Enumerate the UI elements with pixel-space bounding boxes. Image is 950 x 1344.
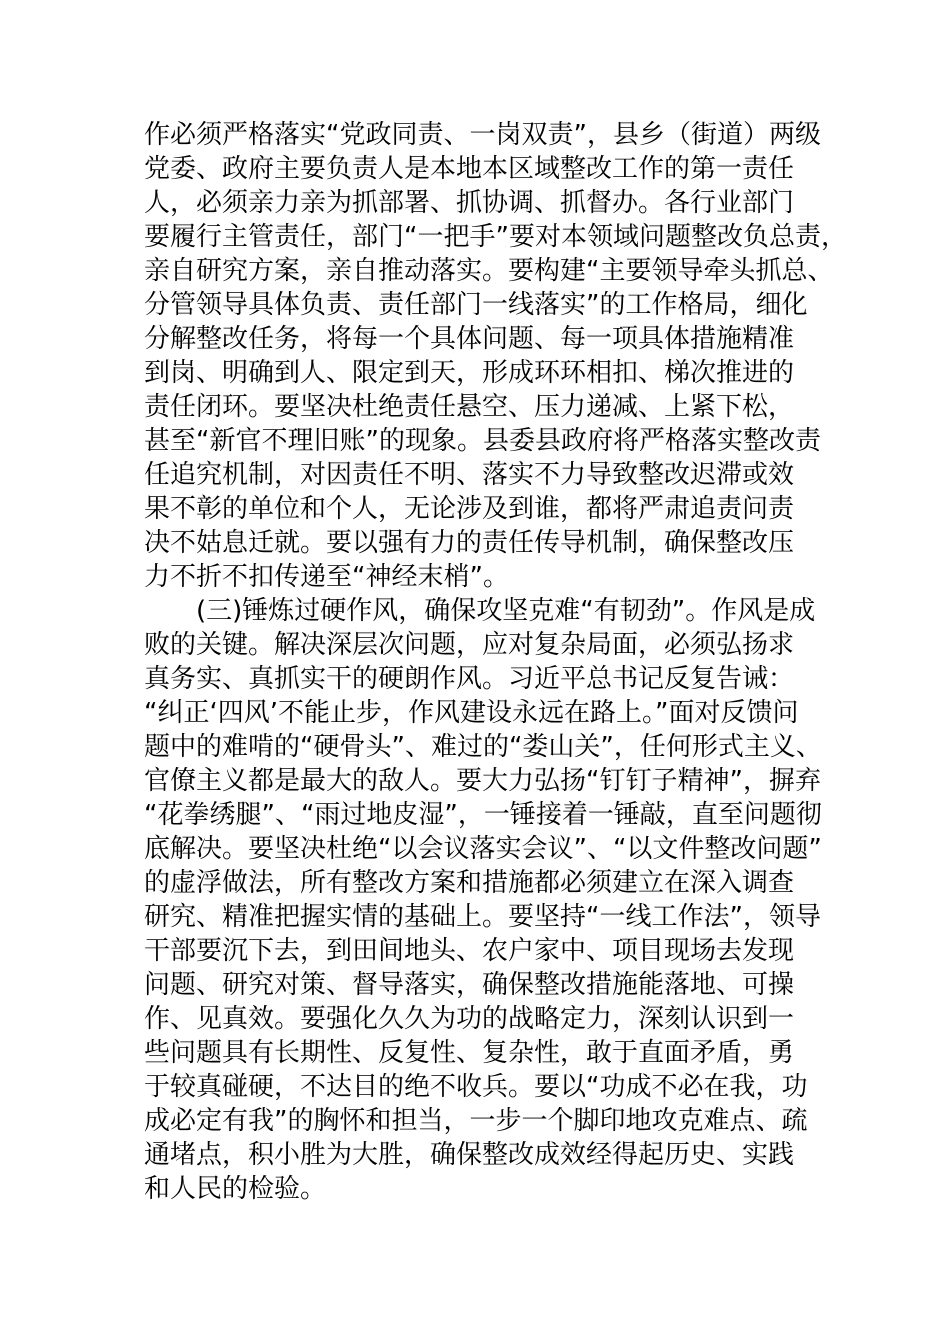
text-line: 干部要沉下去，到田间地头、农户家中、项目现场去发现 (144, 936, 795, 966)
text-line: 问题、研究对策、督导落实，确保整改措施能落地、可操 (144, 970, 795, 1000)
text-line: 败的关键。解决深层次问题，应对复杂局面，必须弘扬求 (144, 630, 795, 660)
text-line: 研究、精准把握实情的基础上。要坚持“一线工作法”，领导 (144, 902, 821, 932)
text-line: 甚至“新官不理旧账”的现象。县委县政府将严格落实整改责 (144, 426, 821, 456)
text-line: 些问题具有长期性、反复性、复杂性，敢于直面矛盾，勇 (144, 1038, 795, 1068)
section-heading-line: (三)锤炼过硬作风，确保攻坚克难“有韧劲”。作风是成 (196, 596, 816, 626)
text-line: 到岗、明确到人、限定到天，形成环环相扣、梯次推进的 (144, 358, 795, 388)
text-line: 分解整改任务，将每一个具体问题、每一项具体措施精准 (144, 324, 795, 354)
text-line: 题中的难啃的“硬骨头”、难过的“娄山关”，任何形式主义、 (144, 732, 822, 762)
text-line: 底解决。要坚决杜绝“以会议落实会议”、“以文件整改问题” (144, 834, 822, 864)
text-line: 官僚主义都是最大的敌人。要大力弘扬“钉钉子精神”，摒弃 (144, 766, 821, 796)
text-line: 成必定有我”的胸怀和担当，一步一个脚印地攻克难点、疏 (144, 1106, 808, 1136)
text-line: 分管领导具体负责、责任部门一线落实”的工作格局，细化 (144, 290, 808, 320)
text-line: 要履行主管责任，部门“一把手”要对本领域问题整改负总责， (144, 222, 847, 252)
text-line: 党委、政府主要负责人是本地本区域整改工作的第一责任 (144, 154, 795, 184)
text-line: 的虚浮做法，所有整改方案和措施都必须建立在深入调查 (144, 868, 795, 898)
text-line: 亲自研究方案，亲自推动落实。要构建“主要领导牵头抓总、 (144, 256, 834, 286)
text-line: 果不彰的单位和个人，无论涉及到谁，都将严肃追责问责 (144, 494, 795, 524)
paragraph-responsibility (144, 118, 847, 594)
text-line: 作、见真效。要强化久久为功的战略定力，深刻认识到一 (144, 1004, 795, 1034)
text-line: 责任闭环。要坚决杜绝责任悬空、压力递减、上紧下松， (144, 392, 795, 422)
text-line: 人，必须亲力亲为抓部署、抓协调、抓督办。各行业部门 (144, 188, 795, 218)
text-line: 决不姑息迁就。要以强有力的责任传导机制，确保整改压 (144, 528, 795, 558)
text-line: 真务实、真抓实干的硬朗作风。习近平总书记反复告诫： (144, 664, 795, 694)
text-line: 和人民的检验。 (144, 1174, 327, 1204)
text-line: 通堵点，积小胜为大胜，确保整改成效经得起历史、实践 (144, 1140, 795, 1170)
text-line: “花拳绣腿”、“雨过地皮湿”，一锤接着一锤敲，直至问题彻 (144, 800, 822, 830)
text-line: 作必须严格落实“党政同责、一岗双责”，县乡（街道）两级 (144, 120, 821, 150)
paragraph-work-style (144, 594, 824, 1206)
text-line: 于较真碰硬，不达目的绝不收兵。要以“功成不必在我，功 (144, 1072, 808, 1102)
text-line: 力不折不扣传递至“神经末梢”。 (144, 562, 509, 592)
text-line: “纠正‘四风’不能止步，作风建设永远在路上。”面对反馈问 (144, 698, 799, 728)
text-line: 任追究机制，对因责任不明、落实不力导致整改迟滞或效 (144, 460, 795, 490)
